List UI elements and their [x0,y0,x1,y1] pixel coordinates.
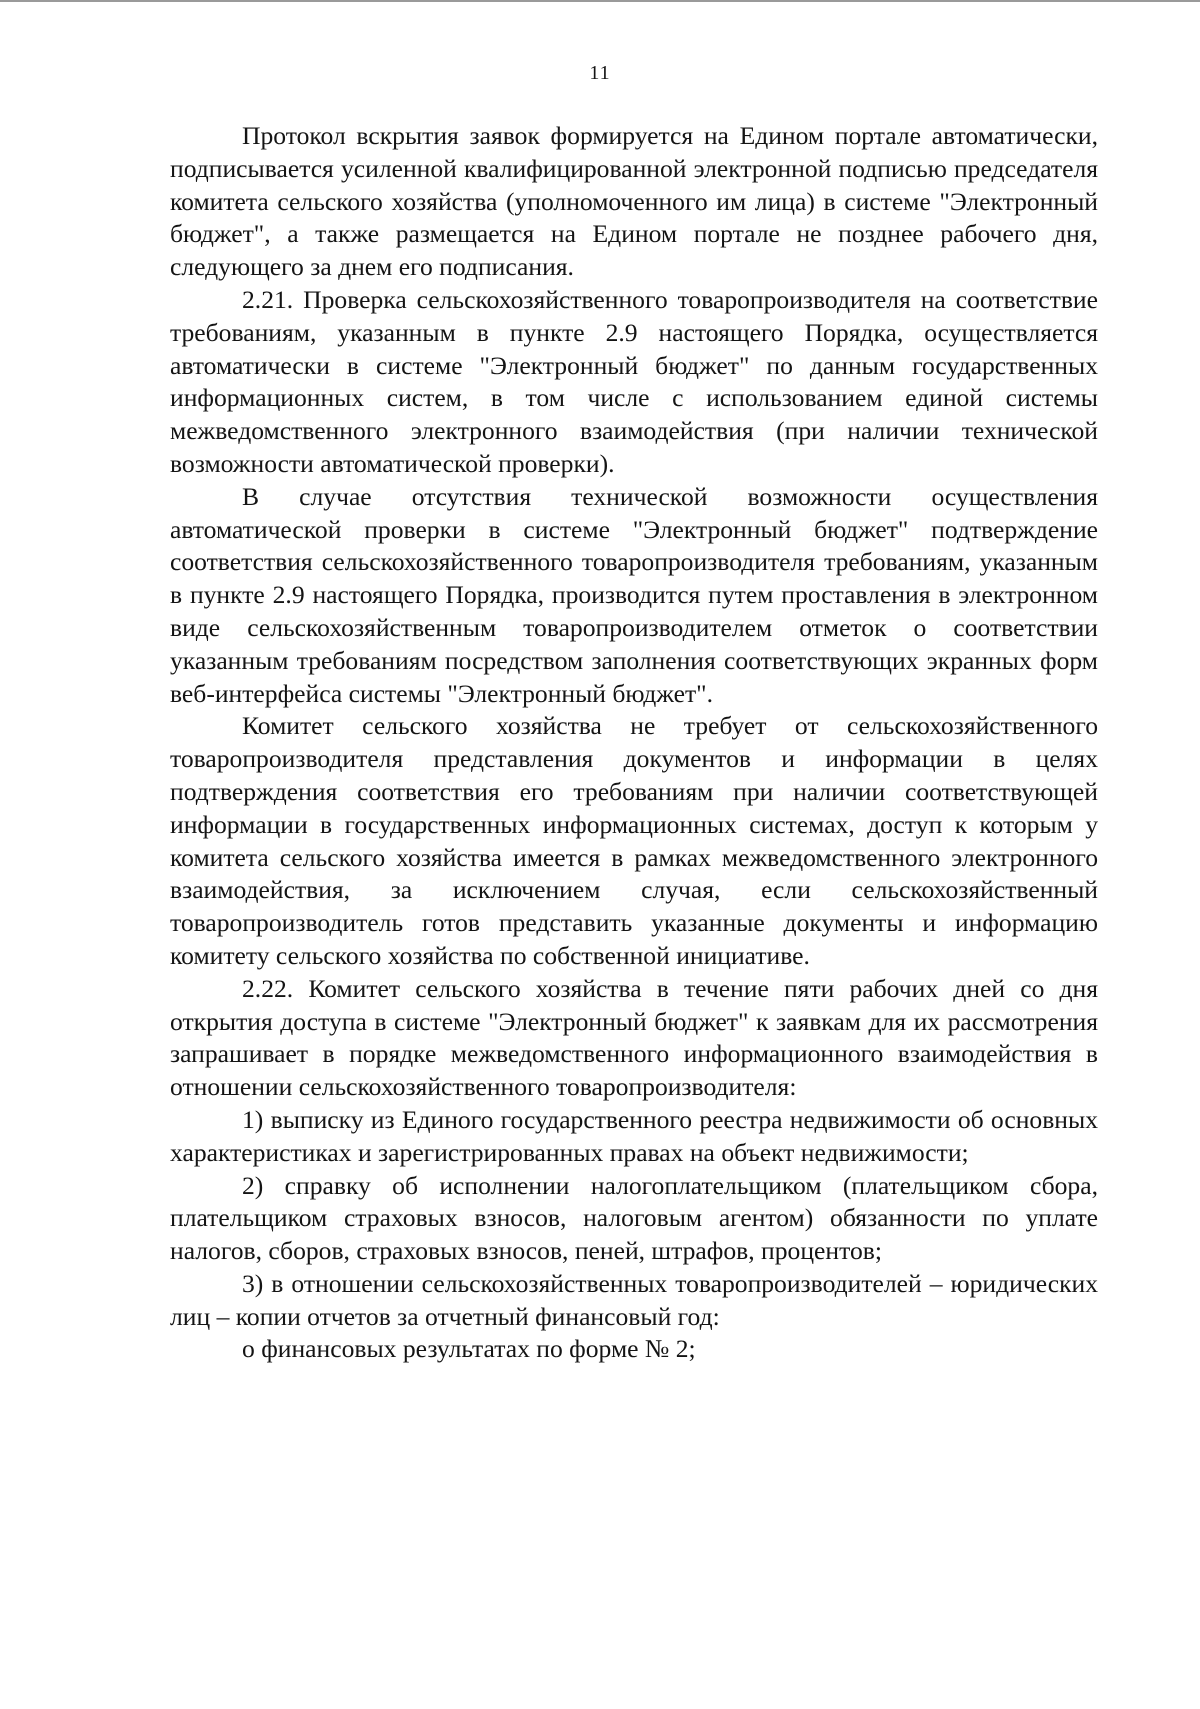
list-item-1: 1) выписку из Единого государственного реестра недвижимости об основных характеристиках и зарегистрированных правах на объект недвижимости; [170,1104,1098,1167]
scan-top-edge [0,0,1200,2]
paragraph-no-technical-possibility: В случае отсутствия технической возможности осуществления автоматической проверки в системе "Электронный бюджет" подтверждение соответствия сельскохозяйственного товаропроизводителя требованиям, указанным в пункте 2.9 настоящего Порядка, производится путем проставления в электронном виде сельскохозяйственным товаропроизводителем отметок о соответствии указанным требованиям посредством заполнения соответствующих экранных форм веб-интерфейса системы "Электронный бюджет". [170,481,1098,708]
paragraph-protocol: Протокол вскрытия заявок формируется на Едином портале автоматически, подписывается усиленной квалифицированной электронной подписью председателя комитета сельского хозяйства (уполномоченного им лица) в системе "Электронный бюджет", а также размещается на Едином портале не позднее рабочего дня, следующего за днем его подписания. [170,121,1098,282]
list-item-2: 2) справку об исполнении налогоплательщиком (плательщиком сбора, плательщиком страховых взносов, налоговым агентом) обязанности по уплате налогов, сборов, страховых взносов, пеней, штрафов, процентов; [170,1170,1098,1266]
page-number: 11 [589,62,611,84]
paragraph-2-21: 2.21. Проверка сельскохозяйственного товаропроизводителя на соответствие требованиям, указанным в пункте 2.9 настоящего Порядка, осуществляется автоматически в системе "Электронный бюджет" по данным государственных информационных систем, в том числе с использованием единой системы межведомственного электронного взаимодействия (при наличии технической возможности автоматической проверки). [170,284,1098,478]
document-body [170,120,1098,1366]
list-item-3: 3) в отношении сельскохозяйственных товаропроизводителей – юридических лиц – копии отчетов за отчетный финансовый год: [170,1268,1098,1331]
paragraph-2-22: 2.22. Комитет сельского хозяйства в течение пяти рабочих дней со дня открытия доступа в системе "Электронный бюджет" к заявкам для их рассмотрения запрашивает в порядке межведомственного информационного взаимодействия в отношении сельскохозяйственного товаропроизводителя: [170,973,1098,1102]
sub-item-financial-results: о финансовых результатах по форме № 2; [242,1334,696,1364]
paragraph-committee-not-require: Комитет сельского хозяйства не требует от сельскохозяйственного товаропроизводителя представления документов и информации в целях подтверждения соответствия его требованиям при наличии соответствующей информации в государственных информационных системах, доступ к которым у комитета сельского хозяйства имеется в рамках межведомственного электронного взаимодействия, за исключением случая, если сельскохозяйственный товаропроизводитель готов представить указанные документы и информацию комитету сельского хозяйства по собственной инициативе. [170,711,1098,970]
